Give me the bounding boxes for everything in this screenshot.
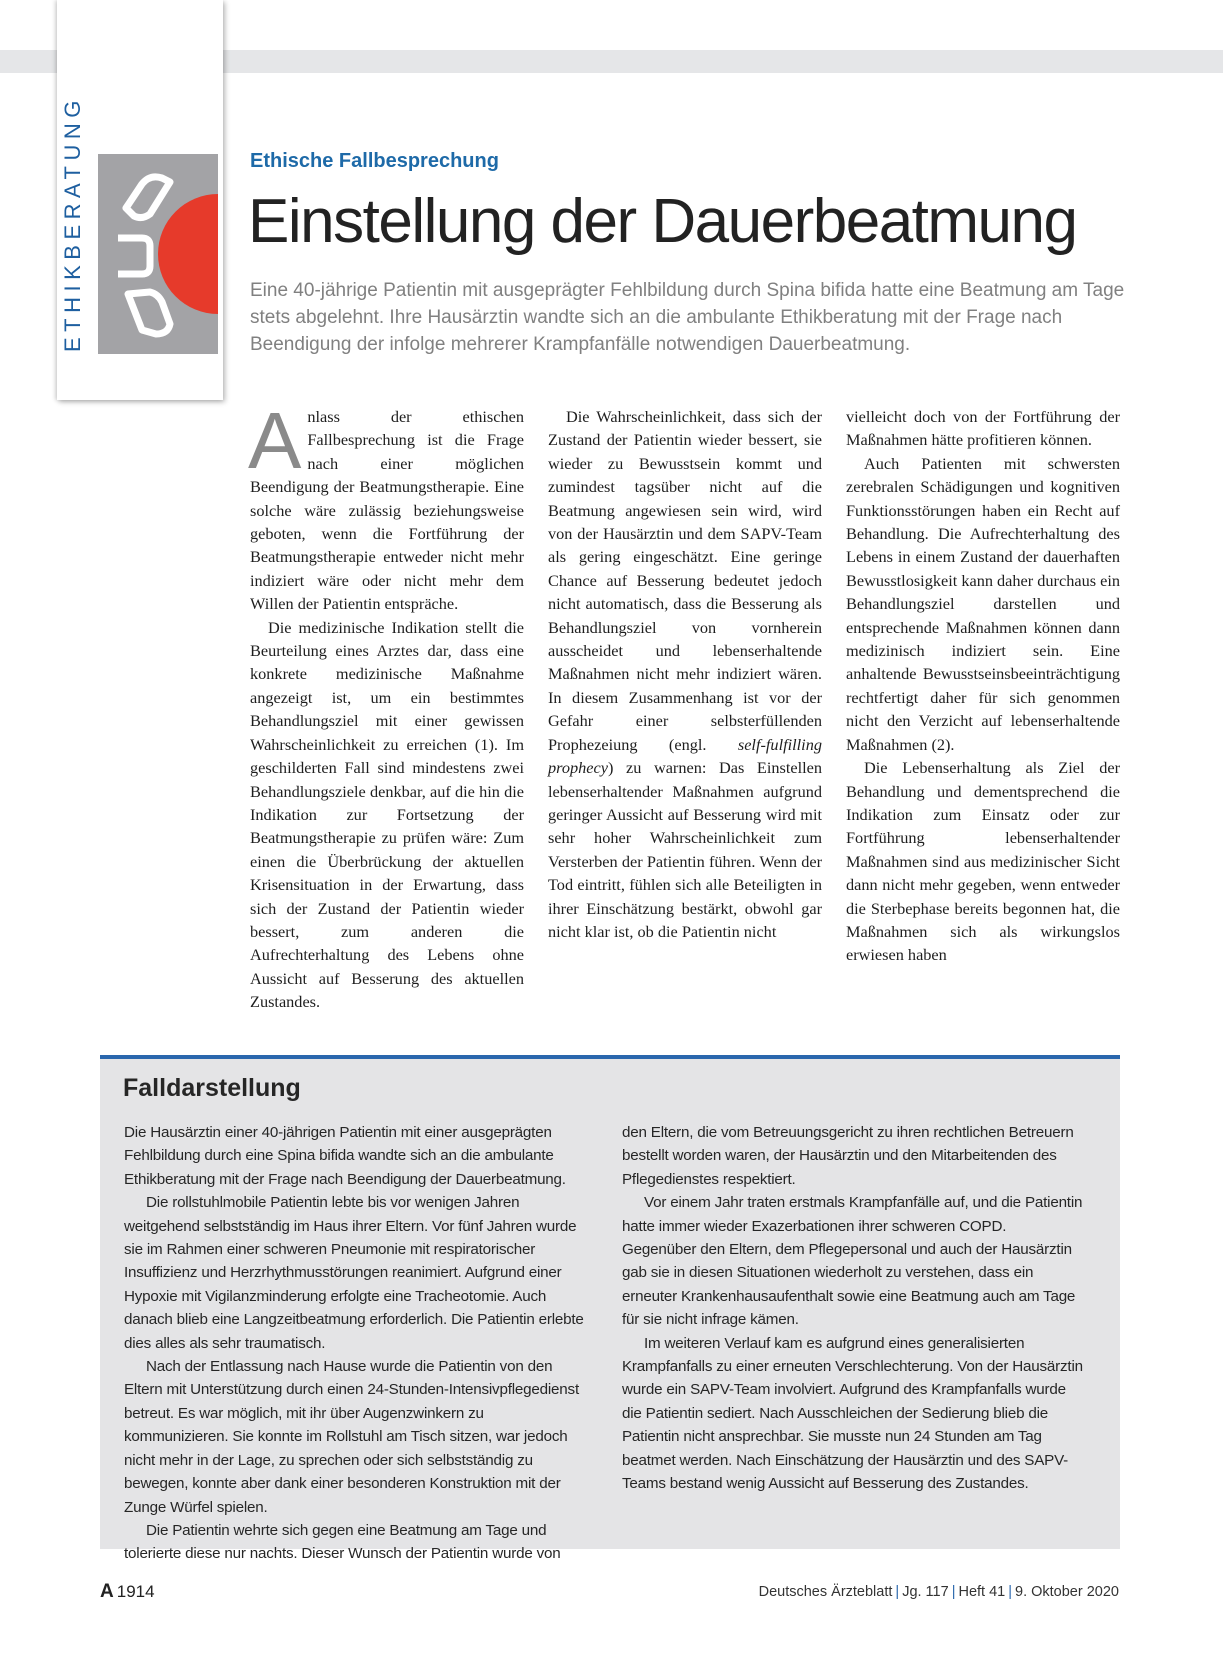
footer-separator: |	[951, 1584, 956, 1600]
case-paragraph: den Eltern, die vom Betreuungsgericht zu ihren rechtlichen Betreuern bestellt worden waren, der Hausärztin und den Mitarbeitenden des Pflegedienstes respektiert.	[622, 1124, 1074, 1188]
body-paragraph: Die Wahrscheinlichkeit, dass sich der Zustand der Patientin wieder bessert, sie wieder zu Bewusstsein kommt und zumindest tagsüber nicht auf die Beatmung angewiesen sein wird, wird von der Hausärztin und dem SAPV-Team als gering eingeschätzt. Eine geringe Chance auf Besserung bedeutet jedoch nicht automatisch, dass die Besserung als Behandlungsziel von vornherein ausscheidet und lebenserhaltende Maßnahmen nicht mehr indiziert wären. In diesem Zusammenhang ist vor der Gefahr einer selbsterfüllenden Prophezeiung (engl. self-fulfilling prophecy) zu warnen: Das Einstellen lebenserhaltender Maßnahmen aufgrund geringer Aussicht auf Besserung wird mit sehr hoher Wahrscheinlichkeit zum Versterben der Patientin führen. Wenn der Tod eintritt, fühlen sich alle Beteiligten in ihrer Einschätzung bestärkt, obwohl gar nicht klar ist, ob die Patientin nicht	[548, 407, 822, 941]
case-box-column-1	[124, 1121, 586, 1566]
page-prefix: A	[100, 1581, 114, 1602]
body-column-3	[846, 405, 1120, 967]
case-paragraph: Die Hausärztin einer 40-jährigen Patientin mit einer ausgeprägten Fehlbildung durch eine Spina bifida wandte sich an die ambulante Ethikberatung mit der Frage nach Beendigung der Dauerbeatmung.	[124, 1124, 566, 1188]
body-paragraph: Anlass der ethischen Fallbesprechung ist die Frage nach einer möglichen Beendigung der Beatmungstherapie. Eine solche wäre zulässig beziehungsweise geboten, wenn die Fortführung der Beatmungstherapie entweder nicht mehr indiziert wäre oder nicht mehr dem Willen der Patientin entspräche.	[248, 396, 524, 614]
emphasis-text: self-fulfilling prophecy	[548, 734, 822, 778]
body-column-1	[248, 396, 524, 1014]
drop-cap: A	[248, 396, 302, 485]
journal-name: Deutsches Ärzteblatt	[758, 1584, 893, 1600]
page-number: A 1914	[100, 1581, 155, 1602]
body-paragraph: vielleicht doch von der Fortführung der Maßnahmen hätte profitieren können.	[846, 407, 1120, 450]
case-paragraph: Nach der Entlassung nach Hause wurde die Patientin von den Eltern mit Unterstützung durch einen 24-Stunden-Intensivpflegedienst betreut. Es war möglich, mit ihr über Augenzwinkern zu kommunizieren. Sie konnte im Rollstuhl am Tisch sitzen, war jedoch nicht mehr in der Lage, zu sprechen oder sich selbstständig zu bewegen, konnte aber dank einer besonderen Konstruktion mit der Zunge Würfel spielen.	[124, 1358, 579, 1516]
case-paragraph: Die rollstuhlmobile Patientin lebte bis vor wenigen Jahren weitgehend selbstständig im Haus ihrer Eltern. Vor fünf Jahren wurde sie im Rahmen einer schweren Pneumonie mit respiratorischer Insuffizienz und Herzrhythmusstörungen reanimiert. Aufgrund einer Hypoxie mit Vigilanzminderung erfolgte eine Tracheotomie. Auch danach blieb eine Langzeitbeatmung erforderlich. Die Patientin erlebte dies alles als sehr traumatisch.	[124, 1194, 584, 1352]
ethics-consultation-logo	[98, 154, 218, 354]
body-paragraph: Auch Patienten mit schwersten zerebralen Schädigungen und kognitiven Funktionsstörungen haben ein Recht auf Behandlung. Die Aufrechterhaltung des Lebens in einem Zustand der dauerhaften Bewusstlosigkeit kann daher durchaus ein Behandlungsziel darstellen und entsprechende Maßnahmen können dann medizinisch indiziert sein. Eine anhaltende Bewusstseinsbeeinträchtigung rechtfertigt daher für sich genommen nicht den Verzicht auf lebenserhaltende Maßnahmen (2).	[846, 453, 1121, 754]
article-kicker: Ethische Fallbesprechung	[250, 150, 499, 172]
case-paragraph: Die Patientin wehrte sich gegen eine Beatmung am Tage und tolerierte diese nur nachts. Dieser Wunsch der Patientin wurde von	[124, 1521, 561, 1563]
footer-separator: |	[895, 1584, 900, 1600]
case-box-column-2	[622, 1121, 1084, 1496]
case-paragraph: Vor einem Jahr traten erstmals Krampfanfälle auf, und die Patientin hatte immer wieder Exazerbationen ihrer schweren COPD. Gegenüber den Eltern, dem Pflegepersonal und auch der Hausärztin gab sie in diesen Situationen wiederholt zu verstehen, dass ein erneuter Krankenhausaufenthalt sowie eine Beatmung auch am Tage für sie nicht infrage kämen.	[622, 1194, 1083, 1329]
case-paragraph: Im weiteren Verlauf kam es aufgrund eines generalisierten Krampfanfalls zu einer erneuten Verschlechterung. Von der Hausärztin wurde ein SAPV-Team involviert. Aufgrund des Krampfanfalls wurde die Patientin sediert. Nach Ausschleichen der Sedierung blieb die Patientin nicht ansprechbar. Sie musste nun 24 Stunden am Tag beatmet werden. Nach Einschätzung der Hausärztin und des SAPV-Teams bestand wenig Aussicht auf Besserung des Zustandes.	[622, 1334, 1083, 1493]
body-paragraph: Die Lebenserhaltung als Ziel der Behandlung und dementsprechend die Indikation zum Einsatz oder zur Fortführung lebenserhaltender Maßnahmen sind aus medizinischer Sicht dann nicht mehr gegeben, wenn entweder die Sterbephase bereits begonnen hat, die Maßnahmen sich als wirkungslos erwiesen haben	[846, 758, 1120, 965]
body-column-2	[548, 405, 822, 943]
body-paragraph: Die medizinische Indikation stellt die Beurteilung eines Arztes dar, dass eine konkrete medizinische Maßnahme angezeigt ist, um ein bestimmtes Behandlungsziel mit einer gewissen Wahrscheinlichkeit zu erreichen (1). Im geschilderten Fall sind mindestens zwei Behandlungsziele denkbar, auf die hin die Indikation zur Fortsetzung der Beatmungstherapie zu prüfen wäre: Zum einen die Überbrückung der aktuellen Krisensituation in der Erwartung, dass sich der Zustand der Patientin wieder bessert, zum anderen die Aufrechterhaltung des Lebens ohne Aussicht auf Besserung des aktuellen Zustandes.	[250, 617, 524, 1012]
journal-footer	[759, 1584, 1119, 1600]
publication-date: 9. Oktober 2020	[1015, 1584, 1119, 1600]
article-title: Einstellung der Dauerbeatmung	[248, 187, 1077, 256]
article-lead: Eine 40-jährige Patientin mit ausgeprägter Fehlbildung durch Spina bifida hatte eine Beatmung am Tage stets abgelehnt. Ihre Hausärztin wandte sich an die ambulante Ethikberatung mit der Frage nach Beendigung der infolge mehrerer Krampfanfälle notwendigen Dauerbeatmung.	[250, 280, 1125, 355]
journal-volume: Jg. 117	[902, 1584, 949, 1600]
case-box-title: Falldarstellung	[123, 1074, 301, 1102]
section-tab-label: ETHIKBERATUNG	[60, 95, 85, 352]
journal-issue: Heft 41	[958, 1584, 1006, 1600]
footer-separator: |	[1008, 1584, 1012, 1600]
